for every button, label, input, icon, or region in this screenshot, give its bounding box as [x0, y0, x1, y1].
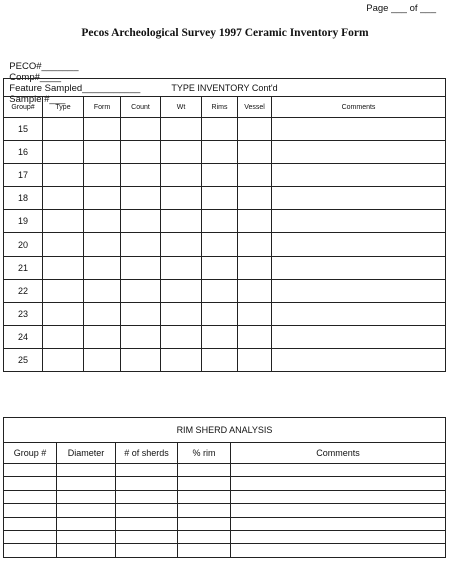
table-row [4, 530, 446, 543]
entry-cell[interactable] [121, 187, 161, 210]
rim-sherd-table [3, 417, 446, 558]
group-number-cell: 18 [4, 187, 43, 210]
entry-cell[interactable] [272, 187, 446, 210]
table-row [4, 141, 446, 164]
column-header-count: Count [121, 97, 161, 118]
entry-cell[interactable] [178, 504, 231, 517]
entry-cell[interactable] [238, 210, 272, 233]
table-row [4, 325, 446, 348]
entry-cell[interactable] [202, 302, 238, 325]
entry-cell[interactable] [43, 325, 84, 348]
table-row [4, 544, 446, 557]
entry-cell[interactable] [121, 164, 161, 187]
entry-cell[interactable] [178, 517, 231, 530]
entry-cell[interactable] [178, 544, 231, 557]
table-row [4, 210, 446, 233]
entry-cell[interactable] [202, 279, 238, 302]
entry-cell[interactable] [84, 210, 121, 233]
entry-cell[interactable] [43, 164, 84, 187]
entry-cell[interactable] [43, 187, 84, 210]
entry-cell[interactable] [57, 477, 116, 490]
entry-cell[interactable] [272, 279, 446, 302]
entry-cell[interactable] [238, 233, 272, 256]
entry-cell[interactable] [272, 141, 446, 164]
entry-cell[interactable] [43, 118, 84, 141]
entry-cell[interactable] [4, 530, 57, 543]
entry-cell[interactable] [202, 141, 238, 164]
entry-cell[interactable] [238, 118, 272, 141]
entry-cell[interactable] [202, 187, 238, 210]
group-number-cell: 17 [4, 164, 43, 187]
entry-cell[interactable] [238, 187, 272, 210]
feature-sampled-field[interactable]: Feature Sampled___________ [9, 83, 141, 94]
group-number-cell: 20 [4, 233, 43, 256]
entry-cell[interactable] [43, 256, 84, 279]
entry-cell[interactable] [202, 118, 238, 141]
entry-cell[interactable] [178, 530, 231, 543]
entry-cell[interactable] [161, 187, 202, 210]
group-number-cell: 21 [4, 256, 43, 279]
entry-cell[interactable] [161, 348, 202, 371]
entry-cell[interactable] [272, 302, 446, 325]
entry-cell[interactable] [84, 233, 121, 256]
table-row [4, 279, 446, 302]
rim-column-header-diameter: Diameter [57, 443, 116, 464]
entry-cell[interactable] [238, 325, 272, 348]
entry-cell[interactable] [231, 530, 446, 543]
column-header-comments: Comments [272, 97, 446, 118]
entry-cell[interactable] [202, 256, 238, 279]
entry-cell[interactable] [202, 348, 238, 371]
entry-cell[interactable] [4, 477, 57, 490]
entry-cell[interactable] [178, 477, 231, 490]
entry-cell[interactable] [238, 302, 272, 325]
rim-sherd-caption: RIM SHERD ANALYSIS [4, 418, 446, 443]
column-header-type: Type [43, 97, 84, 118]
entry-cell[interactable] [4, 490, 57, 503]
column-header-wt: Wt [161, 97, 202, 118]
entry-cell[interactable] [121, 279, 161, 302]
entry-cell[interactable] [161, 164, 202, 187]
entry-cell[interactable] [84, 141, 121, 164]
entry-cell[interactable] [161, 256, 202, 279]
entry-cell[interactable] [178, 464, 231, 477]
entry-cell[interactable] [116, 504, 178, 517]
entry-cell[interactable] [84, 279, 121, 302]
rim-column-header-of-sherds: # of sherds [116, 443, 178, 464]
entry-cell[interactable] [238, 164, 272, 187]
rim-column-header-rim: % rim [178, 443, 231, 464]
group-number-cell: 19 [4, 210, 43, 233]
form-title: Pecos Archeological Survey 1997 Ceramic Inventory Form [81, 27, 369, 39]
entry-cell[interactable] [84, 348, 121, 371]
entry-cell[interactable] [121, 256, 161, 279]
entry-cell[interactable] [84, 325, 121, 348]
entry-cell[interactable] [121, 325, 161, 348]
entry-cell[interactable] [238, 279, 272, 302]
entry-cell[interactable] [161, 118, 202, 141]
entry-cell[interactable] [43, 141, 84, 164]
entry-cell[interactable] [272, 233, 446, 256]
entry-cell[interactable] [43, 279, 84, 302]
entry-cell[interactable] [161, 233, 202, 256]
entry-cell[interactable] [272, 348, 446, 371]
table-row [4, 302, 446, 325]
entry-cell[interactable] [238, 256, 272, 279]
rim-column-header-group: Group # [4, 443, 57, 464]
table-row [4, 118, 446, 141]
entry-cell[interactable] [116, 477, 178, 490]
entry-cell[interactable] [272, 325, 446, 348]
entry-cell[interactable] [43, 233, 84, 256]
entry-cell[interactable] [202, 164, 238, 187]
entry-cell[interactable] [43, 302, 84, 325]
entry-cell[interactable] [116, 544, 178, 557]
entry-cell[interactable] [57, 530, 116, 543]
type-inventory-caption: TYPE INVENTORY Cont'd [4, 79, 446, 97]
entry-cell[interactable] [116, 464, 178, 477]
table-row [4, 477, 446, 490]
table-row [4, 517, 446, 530]
entry-cell[interactable] [57, 517, 116, 530]
entry-cell[interactable] [202, 233, 238, 256]
entry-cell[interactable] [231, 544, 446, 557]
entry-cell[interactable] [231, 477, 446, 490]
table-row [4, 187, 446, 210]
sample-field[interactable]: Sample #___ [9, 94, 66, 105]
entry-cell[interactable] [161, 141, 202, 164]
entry-cell[interactable] [57, 490, 116, 503]
entry-cell[interactable] [43, 210, 84, 233]
entry-cell[interactable] [272, 118, 446, 141]
group-number-cell: 24 [4, 325, 43, 348]
entry-cell[interactable] [231, 464, 446, 477]
entry-cell[interactable] [178, 490, 231, 503]
table-row [4, 348, 446, 371]
entry-cell[interactable] [202, 325, 238, 348]
entry-cell[interactable] [116, 490, 178, 503]
entry-cell[interactable] [272, 210, 446, 233]
entry-cell[interactable] [84, 164, 121, 187]
entry-cell[interactable] [202, 210, 238, 233]
entry-cell[interactable] [272, 164, 446, 187]
entry-cell[interactable] [57, 544, 116, 557]
entry-cell[interactable] [57, 504, 116, 517]
entry-cell[interactable] [84, 302, 121, 325]
entry-cell[interactable] [161, 302, 202, 325]
group-number-cell: 16 [4, 141, 43, 164]
column-header-rims: Rims [202, 97, 238, 118]
table-row [4, 233, 446, 256]
entry-cell[interactable] [116, 517, 178, 530]
table-row [4, 464, 446, 477]
entry-cell[interactable] [121, 118, 161, 141]
entry-cell[interactable] [4, 544, 57, 557]
table-row [4, 256, 446, 279]
column-header-group: Group# [4, 97, 43, 118]
column-header-vessel: Vessel [238, 97, 272, 118]
group-number-cell: 23 [4, 302, 43, 325]
entry-cell[interactable] [43, 348, 84, 371]
group-number-cell: 22 [4, 279, 43, 302]
entry-cell[interactable] [231, 504, 446, 517]
entry-cell[interactable] [121, 348, 161, 371]
entry-cell[interactable] [4, 504, 57, 517]
entry-cell[interactable] [84, 187, 121, 210]
group-number-cell: 25 [4, 348, 43, 371]
entry-cell[interactable] [121, 302, 161, 325]
entry-cell[interactable] [161, 325, 202, 348]
entry-cell[interactable] [121, 233, 161, 256]
entry-cell[interactable] [238, 348, 272, 371]
entry-cell[interactable] [231, 490, 446, 503]
type-inventory-table [3, 78, 446, 372]
group-number-cell: 15 [4, 118, 43, 141]
table-row [4, 504, 446, 517]
peco-field[interactable]: PECO#_______ [9, 61, 79, 72]
entry-cell[interactable] [116, 530, 178, 543]
entry-cell[interactable] [161, 210, 202, 233]
entry-cell[interactable] [57, 464, 116, 477]
table-row [4, 490, 446, 503]
entry-cell[interactable] [272, 256, 446, 279]
entry-cell[interactable] [231, 517, 446, 530]
column-header-form: Form [84, 97, 121, 118]
entry-cell[interactable] [161, 279, 202, 302]
entry-cell[interactable] [4, 517, 57, 530]
entry-cell[interactable] [121, 210, 161, 233]
rim-column-header-comments: Comments [231, 443, 446, 464]
comp-field[interactable]: Comp#____ [9, 72, 62, 83]
entry-cell[interactable] [4, 464, 57, 477]
entry-cell[interactable] [84, 256, 121, 279]
page-number-label: Page ___ of ___ [366, 3, 436, 14]
entry-cell[interactable] [121, 141, 161, 164]
entry-cell[interactable] [84, 118, 121, 141]
entry-cell[interactable] [238, 141, 272, 164]
table-row [4, 164, 446, 187]
